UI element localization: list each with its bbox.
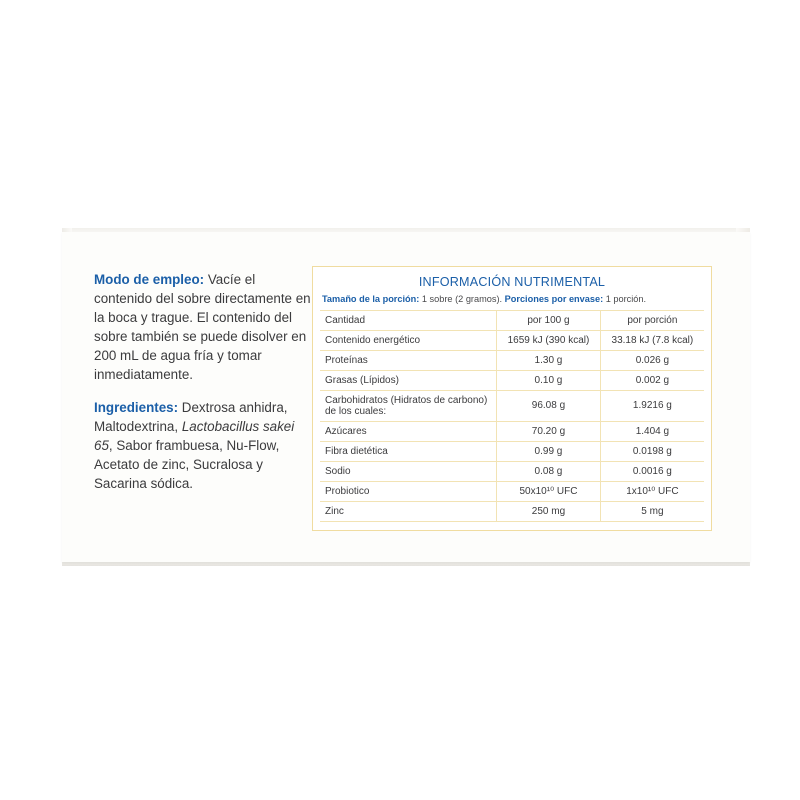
nutrient-perportion: 5 mg (600, 501, 704, 521)
nutrition-title: INFORMACIÓN NUTRIMENTAL (418, 275, 606, 289)
table-row (320, 421, 704, 441)
ingredients-label: Ingredientes: (94, 400, 179, 416)
product-box-back-panel (62, 232, 750, 562)
instructions-column (94, 270, 314, 507)
nutrition-facts-panel (312, 266, 712, 531)
serving-size-label: Tamaño de la porción: (322, 294, 420, 304)
nutrient-per100g: 70.20 g (497, 421, 601, 441)
nutrient-name: Grasas (Lípidos) (320, 370, 497, 390)
nutrient-name: Proteínas (320, 350, 497, 370)
serving-info (320, 294, 704, 310)
nutrient-perportion: 0.026 g (600, 350, 704, 370)
nutrient-name: Carbohidratos (Hidratos de carbono) de los cuales: (320, 390, 497, 421)
table-row (320, 441, 704, 461)
table-row (320, 501, 704, 521)
table-row (320, 461, 704, 481)
ingredients-paragraph (94, 398, 314, 493)
nutrient-per100g: 96.08 g (497, 390, 601, 421)
nutrient-perportion: 1.404 g (600, 421, 704, 441)
ingredients-text-part2: , Sabor frambuesa, Nu-Flow, Acetato de zinc, Sucralosa y Sacarina sódica. (94, 438, 280, 492)
table-row (320, 330, 704, 350)
column-header-perportion: por porción (600, 310, 704, 330)
column-header-per100g: por 100 g (497, 310, 601, 330)
nutrient-name: Fibra dietética (320, 441, 497, 461)
table-row (320, 370, 704, 390)
nutrient-perportion: 0.002 g (600, 370, 704, 390)
nutrient-name: Probiotico (320, 481, 497, 501)
table-header-row (320, 310, 704, 330)
table-row (320, 390, 704, 421)
nutrient-name: Contenido energético (320, 330, 497, 350)
nutrient-name: Sodio (320, 461, 497, 481)
nutrient-perportion: 1x10¹⁰ UFC (600, 481, 704, 501)
nutrition-table (320, 310, 704, 522)
nutrient-perportion: 0.0198 g (600, 441, 704, 461)
table-row (320, 481, 704, 501)
table-row (320, 350, 704, 370)
nutrient-per100g: 0.10 g (497, 370, 601, 390)
nutrient-perportion: 33.18 kJ (7.8 kcal) (600, 330, 704, 350)
column-header-amount: Cantidad (320, 310, 497, 330)
ingredients-strain-name: Lactobacillus sakei 65 (94, 419, 295, 454)
nutrient-per100g: 50x10¹⁰ UFC (497, 481, 601, 501)
portions-value: 1 porción. (603, 294, 647, 304)
nutrient-per100g: 250 mg (497, 501, 601, 521)
nutrient-per100g: 1659 kJ (390 kcal) (497, 330, 601, 350)
nutrient-per100g: 0.08 g (497, 461, 601, 481)
nutrient-perportion: 0.0016 g (600, 461, 704, 481)
ingredients-text-part1: Dextrosa anhidra, Maltodextrina, (94, 400, 288, 435)
nutrient-per100g: 0.99 g (497, 441, 601, 461)
usage-label: Modo de empleo: (94, 272, 205, 287)
serving-size-value: 1 sobre (2 gramos). (419, 294, 505, 304)
usage-text: Vacíe el contenido del sobre directamente en la boca y trague. El contenido del sobre también se puede disolver en 200 mL de agua fría y tomar inmediatamente. (94, 272, 311, 383)
nutrient-per100g: 1.30 g (497, 350, 601, 370)
usage-paragraph (94, 270, 314, 384)
nutrient-perportion: 1.9216 g (600, 390, 704, 421)
nutrient-name: Zinc (320, 501, 497, 521)
nutrient-name: Azúcares (320, 421, 497, 441)
portions-label: Porciones por envase: (504, 294, 604, 304)
